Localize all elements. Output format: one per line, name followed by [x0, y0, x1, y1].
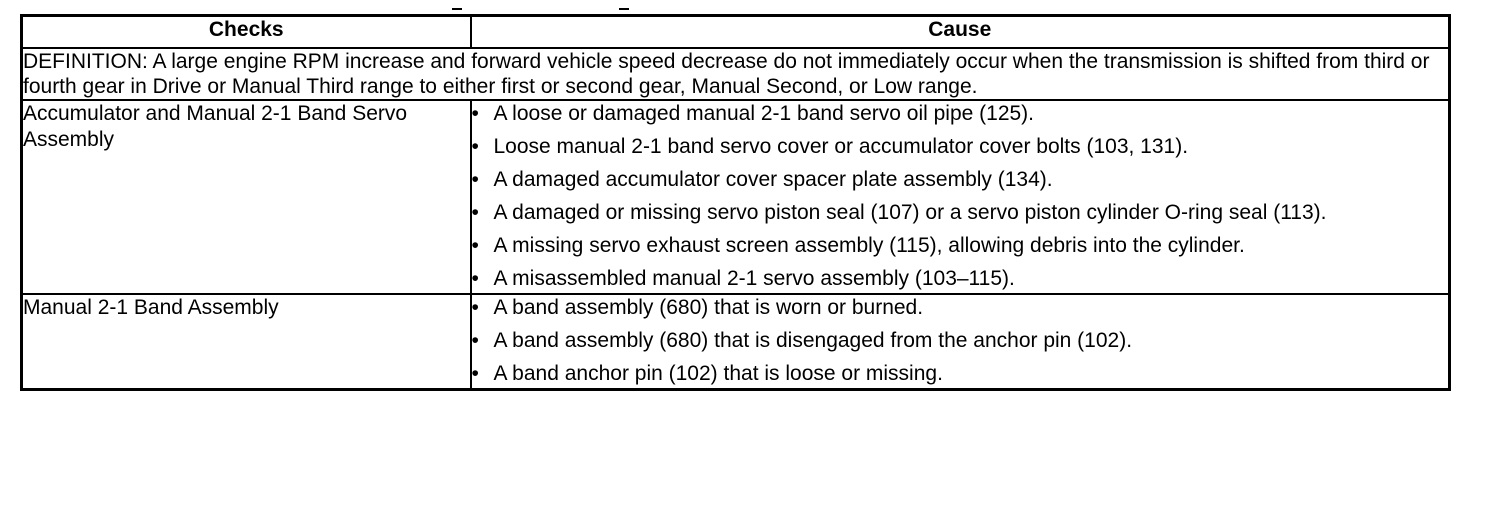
check-cell: Accumulator and Manual 2-1 Band Servo Assembly	[22, 100, 471, 294]
table-row	[22, 100, 1450, 294]
list-item	[472, 101, 1449, 126]
cause-cell	[471, 294, 1450, 390]
cause-text: A band assembly (680) that is worn or burned.	[493, 296, 924, 319]
cause-text: A missing servo exhaust screen assembly (115), allowing debris into the cylinder.	[493, 234, 1245, 257]
scan-mark	[452, 8, 462, 10]
cause-text: A damaged or missing servo piston seal (107) or a servo piston cylinder O-ring seal (113).	[493, 201, 1327, 224]
bullet-icon: •	[471, 296, 479, 319]
list-item	[472, 233, 1449, 258]
cause-cell	[471, 100, 1450, 294]
list-item	[472, 295, 1449, 320]
cause-text: A loose or damaged manual 2-1 band servo oil pipe (125).	[493, 102, 1035, 125]
cause-text: A damaged accumulator cover spacer plate assembly (134).	[493, 168, 1053, 191]
cause-list	[472, 295, 1449, 386]
diagnosis-table	[20, 14, 1451, 391]
bullet-icon: •	[471, 234, 479, 257]
check-cell: Manual 2-1 Band Assembly	[22, 294, 471, 390]
bullet-icon: •	[471, 168, 479, 191]
table-row	[22, 294, 1450, 390]
header-row	[22, 16, 1450, 49]
bullet-icon: •	[471, 362, 479, 385]
list-item	[472, 361, 1449, 386]
list-item	[472, 266, 1449, 291]
list-item	[472, 200, 1449, 225]
list-item	[472, 328, 1449, 353]
cause-list	[472, 101, 1449, 291]
cause-header: Cause	[471, 16, 1450, 49]
definition-row	[22, 48, 1450, 100]
bullet-icon: •	[471, 201, 479, 224]
cause-text: A band assembly (680) that is disengaged from the anchor pin (102).	[493, 329, 1133, 352]
cause-text: A band anchor pin (102) that is loose or missing.	[493, 362, 943, 385]
bullet-icon: •	[471, 267, 479, 290]
definition-text: DEFINITION: A large engine RPM increase and forward vehicle speed decrease do not immediately occur when the transmission is shifted from third or fourth gear in Drive or Manual Third range to either first or second gear, Manual Second, or Low range.	[22, 48, 1450, 100]
list-item	[472, 134, 1449, 159]
cause-text: A misassembled manual 2-1 servo assembly (103–115).	[493, 267, 1015, 290]
bullet-icon: •	[471, 329, 479, 352]
list-item	[472, 167, 1449, 192]
bullet-icon: •	[471, 135, 479, 158]
checks-header: Checks	[22, 16, 471, 49]
cause-text: Loose manual 2-1 band servo cover or accumulator cover bolts (103, 131).	[493, 135, 1189, 158]
scan-mark	[619, 8, 629, 10]
bullet-icon: •	[471, 102, 479, 125]
